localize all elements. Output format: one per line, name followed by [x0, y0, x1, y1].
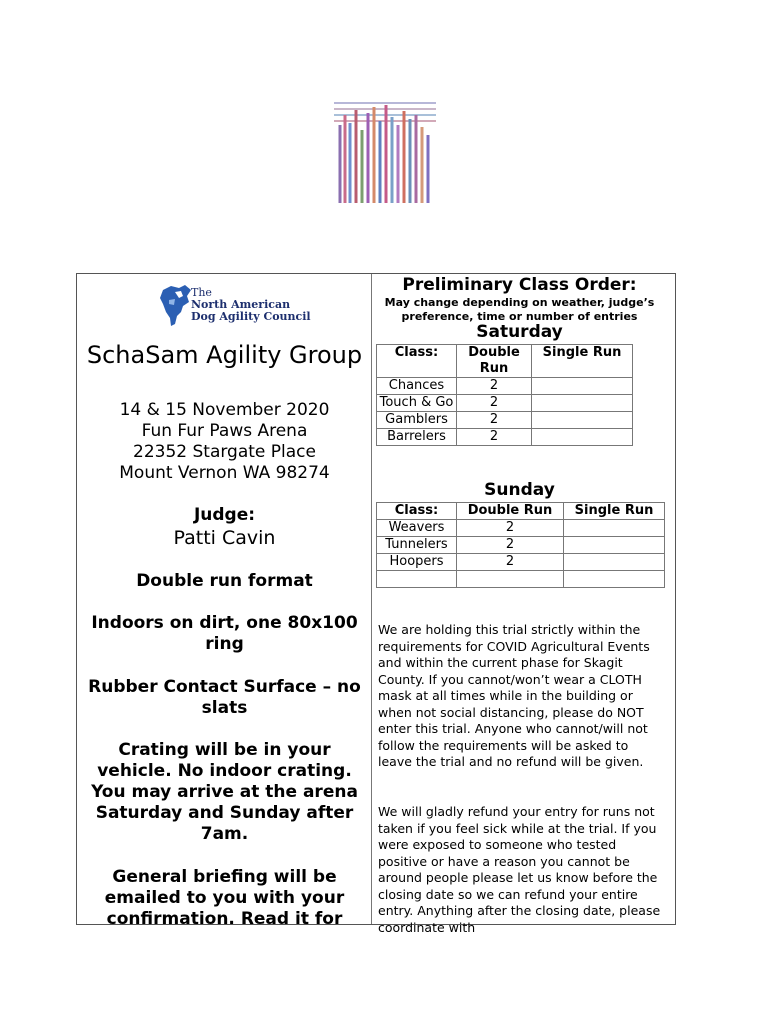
class-order-column — [372, 274, 677, 935]
nadac-logo — [157, 282, 311, 332]
sunday-title: Sunday — [484, 480, 555, 500]
header-class: Class: — [377, 503, 457, 520]
refund-policy: We will gladly refund your entry for runs not taken if you feel sick while at the trial. If you were exposed to someone who tested positive or have a reason you cannot be around people please let us know before the closing date so we can refund your entire entry. Anything after the closing date, please coordinate with — [378, 804, 661, 935]
class-cell: Weavers — [377, 520, 457, 537]
class-cell: Gamblers — [377, 412, 457, 429]
double-run-cell: 2 — [457, 554, 564, 571]
header-single-run: Single Run — [564, 503, 665, 520]
single-run-cell — [532, 378, 633, 395]
table-header-row — [377, 503, 665, 520]
table-header-row — [377, 345, 633, 378]
saturday-class-table — [376, 344, 633, 446]
sunday-class-table — [376, 502, 665, 588]
logo-text-the: The — [191, 286, 212, 299]
class-cell: Chances — [377, 378, 457, 395]
single-run-cell — [532, 412, 633, 429]
table-row — [377, 520, 665, 537]
single-run-cell — [532, 429, 633, 446]
single-run-cell — [564, 520, 665, 537]
class-order-note: May change depending on weather, judge’s preference, time or number of entries — [384, 296, 655, 323]
header-single-run: Single Run — [532, 345, 633, 378]
trial-flyer — [76, 273, 676, 935]
table-row — [377, 378, 633, 395]
judge-label: Judge: — [193, 505, 256, 525]
table-row — [377, 412, 633, 429]
class-cell: Tunnelers — [377, 537, 457, 554]
double-run-cell: 2 — [457, 520, 564, 537]
class-cell — [377, 571, 457, 588]
table-row — [377, 537, 665, 554]
judge-name: Patti Cavin — [173, 527, 276, 549]
venue-street: 22352 Stargate Place — [133, 442, 316, 462]
run-format: Double run format — [136, 571, 313, 591]
double-run-cell: 2 — [457, 429, 532, 446]
single-run-cell — [564, 554, 665, 571]
header-class: Class: — [377, 345, 457, 378]
class-order-title: Preliminary Class Order: — [402, 275, 637, 295]
ring-info: Indoors on dirt, one 80x100 ring — [91, 613, 358, 654]
header-double-run: Double Run — [457, 503, 564, 520]
org-name: SchaSam Agility Group — [86, 341, 363, 369]
table-row — [377, 429, 633, 446]
table-row — [377, 395, 633, 412]
venue-name: Fun Fur Paws Arena — [141, 421, 308, 441]
single-run-cell — [532, 395, 633, 412]
saturday-title: Saturday — [476, 322, 563, 342]
class-cell: Barrelers — [377, 429, 457, 446]
header-image — [330, 95, 440, 205]
event-dates: 14 & 15 November 2020 — [119, 400, 330, 420]
table-row — [377, 554, 665, 571]
crating-info: Crating will be in your vehicle. No indoor crating. You may arrive at the arena Saturday and Sunday after 7am. — [91, 740, 358, 844]
logo-text-north-american: North American — [191, 298, 291, 311]
venue-city: Mount Vernon WA 98274 — [119, 463, 330, 483]
single-run-cell — [564, 537, 665, 554]
contact-surface-info: Rubber Contact Surface – no slats — [88, 677, 361, 718]
double-run-cell — [457, 571, 564, 588]
single-run-cell — [564, 571, 665, 588]
table-row — [377, 571, 665, 588]
covid-notice: We are holding this trial strictly within the requirements for COVID Agricultural Events and within the current phase for Skagit County. If you cannot/won’t wear a CLOTH mask at all times while in the building or when not social distancing, please do NOT enter this trial. Anyone who cannot/will not follow the requirements will be asked to leave the trial and no refund will be given. — [378, 622, 650, 769]
header-double-run: Double Run — [457, 345, 532, 378]
double-run-cell: 2 — [457, 395, 532, 412]
double-run-cell: 2 — [457, 537, 564, 554]
event-info-column — [77, 274, 372, 929]
class-cell: Hoopers — [377, 554, 457, 571]
class-cell: Touch & Go — [377, 395, 457, 412]
double-run-cell: 2 — [457, 412, 532, 429]
double-run-cell: 2 — [457, 378, 532, 395]
logo-text-council: Dog Agility Council — [191, 310, 311, 323]
briefing-info: General briefing will be emailed to you with your confirmation. Read it for — [104, 867, 345, 929]
